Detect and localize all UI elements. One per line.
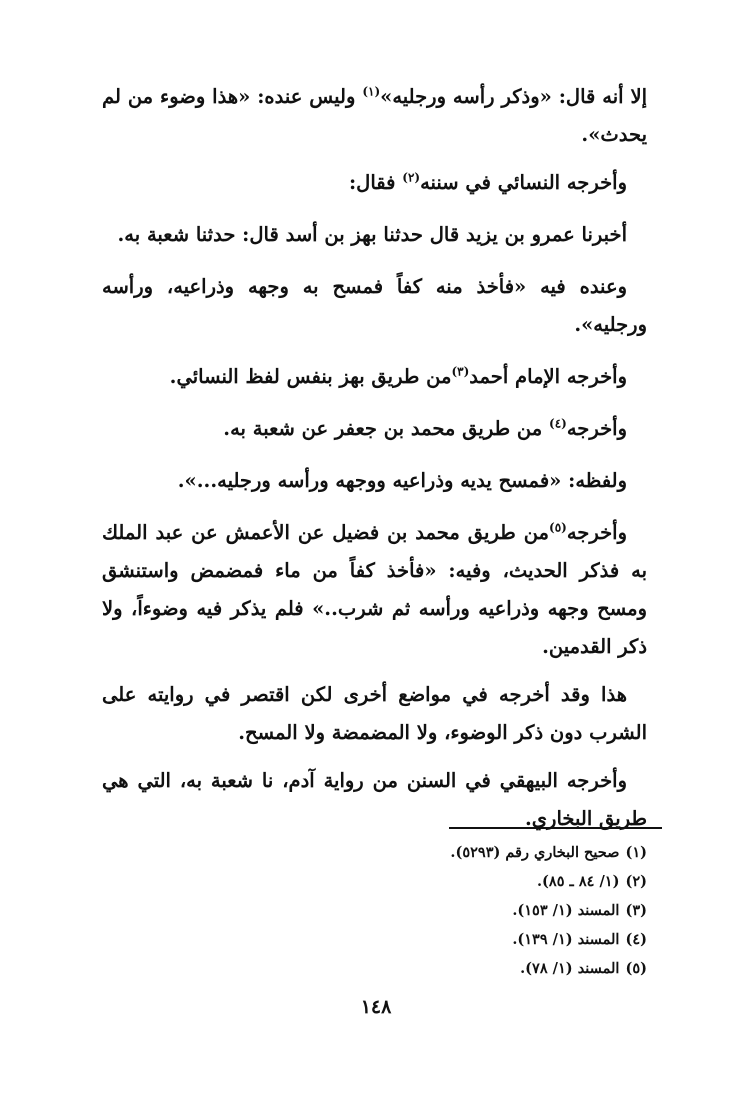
paragraph-text: من طريق بهز بنفس لفظ النسائي. [169,365,452,388]
paragraph-1 [102,78,647,154]
paragraph-text: هذا وقد أخرجه في مواضع أخرى لكن اقتصر في روايته على الشرب دون ذكر الوضوء، ولا المضمضة ولا المسح. [102,683,647,744]
footnote-reference-3[interactable]: (٣) [451,364,470,379]
main-text [102,78,647,848]
paragraph-5 [102,358,647,396]
paragraph-6 [102,410,647,448]
footnote-text: المسند (١/ ١٣٩). [512,931,620,948]
paragraph-text: وليس عنده: «هذا وضوء من لم يحدث». [102,85,647,146]
footnote-reference-2[interactable]: (٢) [402,170,421,185]
paragraph-3 [102,216,647,254]
footnote-number: (٤) [625,931,647,948]
paragraph-text: ولفظه: «فمسح يديه وذراعيه ووجهه ورأسه ورجليه...». [177,469,627,492]
footnote-text: صحيح البخاري رقم (٥٢٩٣). [450,844,620,861]
footnote-2 [247,867,647,896]
paragraph-text: إلا أنه قال: «وذكر رأسه ورجليه» [380,85,647,108]
paragraph-text: وعنده فيه «فأخذ منه كفاً فمسح به وجهه وذراعيه، ورأسه ورجليه». [102,275,647,336]
paragraph-4 [102,268,647,344]
footnote-number: (٢) [625,873,647,890]
paragraph-text: وأخرجه [566,417,627,440]
paragraph-text: وأخرجه الإمام أحمد [469,365,627,388]
footnote-text: المسند (١/ ١٥٣). [512,902,620,919]
footnote-5 [247,954,647,983]
paragraph-2 [102,164,647,202]
footnote-text: المسند (١/ ٧٨). [520,960,620,977]
footnote-number: (١) [625,844,647,861]
footnote-1 [247,838,647,867]
paragraph-text: وأخرجه البيهقي في السنن من رواية آدم، نا شعبة به، التي هي طريق البخاري. [102,769,647,830]
paragraph-text: وأخرجه [566,521,627,544]
footnote-divider [449,827,662,829]
footnote-reference-5[interactable]: (٥) [549,520,567,535]
paragraph-9 [102,676,647,752]
footnote-reference-1[interactable]: (١) [362,84,381,99]
paragraph-text: فقال: [348,171,403,194]
footnotes-list [247,838,647,983]
footnote-4 [247,925,647,954]
paragraph-8 [102,514,647,666]
footnote-reference-4[interactable]: (٤) [549,416,567,431]
footnote-3 [247,896,647,925]
paragraph-text: من طريق محمد بن جعفر عن شعبة به. [223,417,549,440]
footnote-number: (٥) [625,960,647,977]
paragraph-7 [102,462,647,500]
paragraph-text: وأخرجه النسائي في سننه [420,171,627,194]
footnote-text: (١/ ٨٤ ـ ٨٥). [536,873,620,890]
paragraph-text: أخبرنا عمرو بن يزيد قال حدثنا بهز بن أسد قال: حدثنا شعبة به. [117,223,627,246]
footnote-number: (٣) [625,902,647,919]
paragraph-text: من طريق محمد بن فضيل عن الأعمش عن عبد الملك به فذكر الحديث، وفيه: «فأخذ كفاً من ماء فمضمض واستنشق ومسح وجهه وذراعيه ورأسه ثم شرب..» فلم يذكر فيه وضوءاً، ولا ذكر القدمين. [102,521,647,658]
page-number: ١٤٨ [360,996,392,1018]
